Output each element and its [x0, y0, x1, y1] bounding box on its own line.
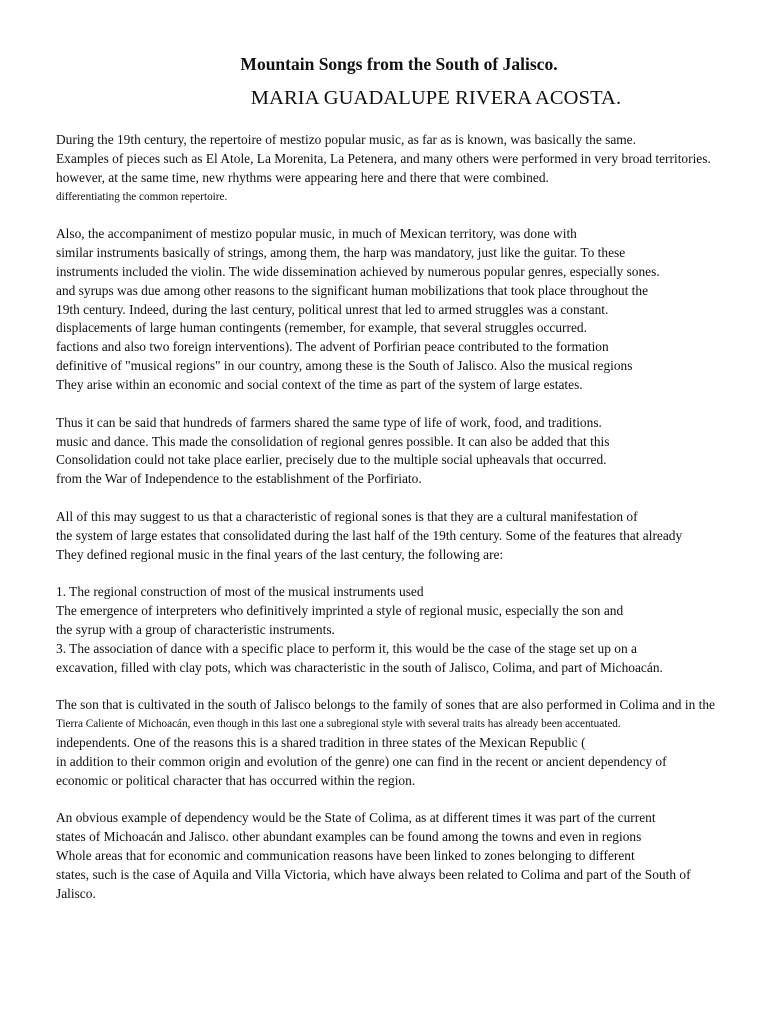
paragraph-gap: [56, 791, 756, 810]
text-line: differentiating the common repertoire.: [56, 190, 228, 203]
paragraph-6: [56, 696, 756, 790]
text-line: Examples of pieces such as El Atole, La Morenita, La Petenera, and many others were performed in very broad territories.: [56, 150, 711, 166]
text-line: states of Michoacán and Jalisco. other abundant examples can be found among the towns and even in regions: [56, 829, 642, 845]
text-line: Thus it can be said that hundreds of farmers shared the same type of life of work, food, and traditions.: [56, 414, 602, 430]
text-line: music and dance. This made the consolidation of regional genres possible. It can also be added that this: [56, 433, 610, 449]
document-body: [56, 131, 756, 904]
paragraph-gap: [56, 206, 756, 225]
text-line: Also, the accompaniment of mestizo popular music, in much of Mexican territory, was done with: [56, 226, 577, 242]
text-line: Consolidation could not take place earlier, precisely due to the multiple social upheavals that occurred.: [56, 452, 607, 468]
text-line: 1. The regional construction of most of the musical instruments used: [56, 584, 424, 600]
text-line: factions and also two foreign interventions). The advent of Porfirian peace contributed to the formation: [56, 339, 609, 355]
paragraph-2: [56, 225, 756, 395]
text-line: All of this may suggest to us that a characteristic of regional sones is that they are a cultural manifestation of: [56, 508, 638, 524]
text-line: Tierra Caliente of Michoacán, even though in this last one a subregional style with several traits has already been accentuated.: [56, 718, 621, 731]
text-line: 19th century. Indeed, during the last century, political unrest that led to armed struggles was a constant.: [56, 301, 609, 317]
paragraph-gap: [56, 489, 756, 508]
text-line: Whole areas that for economic and communication reasons have been linked to zones belonging to different: [56, 848, 635, 864]
text-line: however, at the same time, new rhythms were appearing here and there that were combined.: [56, 169, 549, 185]
text-line: They defined regional music in the final years of the last century, the following are:: [56, 546, 504, 562]
paragraph-4: [56, 508, 756, 565]
text-line: The son that is cultivated in the south of Jalisco belongs to the family of sones that are also performed in Colima and in the: [56, 697, 715, 713]
text-line: from the War of Independence to the establishment of the Porfiriato.: [56, 471, 422, 487]
text-line: Jalisco.: [56, 885, 96, 901]
text-line: in addition to their common origin and evolution of the genre) one can find in the recent or ancient dependency of: [56, 753, 667, 769]
document-title: Mountain Songs from the South of Jalisco.: [240, 54, 558, 74]
text-line: the syrup with a group of characteristic instruments.: [56, 621, 335, 637]
text-line: instruments included the violin. The wide dissemination achieved by numerous popular genres, especially sones.: [56, 263, 660, 279]
text-line: During the 19th century, the repertoire of mestizo popular music, as far as is known, was basically the same.: [56, 132, 636, 147]
text-line: They arise within an economic and social context of the time as part of the system of large estates.: [56, 376, 583, 392]
text-line: displacements of large human contingents (remember, for example, that several struggles occurred.: [56, 320, 587, 336]
paragraph-3: [56, 414, 756, 489]
text-line: states, such is the case of Aquila and Villa Victoria, which have always been related to Colima and part of the South of: [56, 866, 691, 882]
text-line: similar instruments basically of strings, among them, the harp was mandatory, just like the guitar. To these: [56, 245, 626, 261]
paragraph-1: [56, 131, 756, 206]
document-author: MARIA GUADALUPE RIVERA ACOSTA.: [250, 87, 622, 109]
paragraph-7: [56, 809, 756, 903]
paragraph-gap: [56, 677, 756, 696]
text-line: excavation, filled with clay pots, which was characteristic in the south of Jalisco, Colima, and part of Michoacán.: [56, 659, 663, 675]
text-line: the system of large estates that consolidated during the last half of the 19th century. Some of the features that already: [56, 527, 683, 543]
text-line: and syrups was due among other reasons to the significant human mobilizations that took place throughout the: [56, 282, 649, 298]
paragraph-5: [56, 583, 756, 677]
text-line: independents. One of the reasons this is a shared tradition in three states of the Mexican Republic (: [56, 735, 586, 750]
paragraph-gap: [56, 395, 756, 414]
text-line: economic or political character that has occurred within the region.: [56, 772, 416, 788]
paragraph-gap: [56, 564, 756, 583]
text-line: 3. The association of dance with a specific place to perform it, this would be the case of the stage set up on a: [56, 640, 637, 656]
text-line: An obvious example of dependency would be the State of Colima, as at different times it was part of the current: [56, 810, 656, 826]
text-line: definitive of "musical regions" in our country, among these is the South of Jalisco. Also the musical regions: [56, 358, 633, 374]
text-line: The emergence of interpreters who definitively imprinted a style of regional music, especially the son and: [56, 603, 624, 619]
